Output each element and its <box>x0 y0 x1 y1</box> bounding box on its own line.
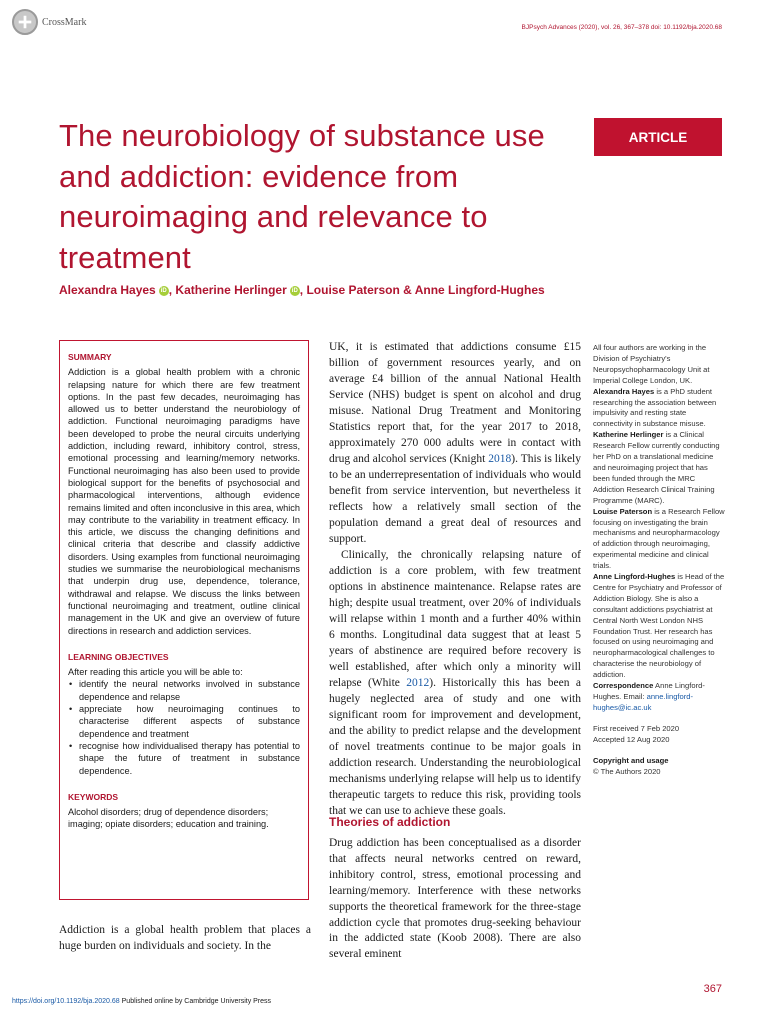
author-bio-name: Alexandra Hayes <box>593 386 655 396</box>
crossmark-label: CrossMark <box>42 16 87 28</box>
paragraph-text: ). There are also several eminent <box>329 932 582 961</box>
paragraph-text: ). Historically this has been a hugely neglected area of study and one with significant room for improvement and development, and the ability to predict relapse and the development of novel treatments continue to be major goals in addiction research. Understanding the neurobiological mechanisms underlying relapse will help us to identify therapeutic targets to reduce this risk, providing tools that we can use to achieve these goals. <box>329 677 581 817</box>
list-item: • recognise how individualised therapy has potential to shape the future of treatment in substance dependence. <box>68 740 300 777</box>
doi-link[interactable]: https://doi.org/10.1192/bja.2020.68 <box>12 998 120 1005</box>
author-bio-text: is Head of the Centre for Psychiatry and Professor of Addiction Biology. She is also a consultant addictions psychiatrist at Central North West London NHS Foundation Trust. Her research has focused on using neuroimaging and neuropharmacological challenges to characterise the neurobiology of addiction. <box>593 572 725 680</box>
summary-heading: SUMMARY <box>68 352 112 362</box>
author-bio <box>593 507 725 572</box>
article-title: The neurobiology of substance use and addiction: evidence from neuroimaging and relevance to treatment <box>59 118 545 275</box>
crossmark-icon <box>12 9 38 35</box>
sidebar-intro: All four authors are working in the Division of Psychiatry's Neuropsychopharmacology Unit at Imperial College London, UK. <box>593 343 710 385</box>
article-type-badge: ARTICLE <box>594 118 722 156</box>
correspondence-text: Anne Lingford-Hughes. Email: <box>593 681 705 701</box>
author-info-sidebar <box>593 343 725 777</box>
author-name: Alexandra Hayes <box>59 283 156 297</box>
page-footer <box>12 998 271 1005</box>
author-bio <box>593 430 725 506</box>
body-paragraph <box>329 836 581 963</box>
journal-reference: BJPsych Advances (2020), vol. 26, 367–378 doi: 10.1192/bja.2020.68 <box>521 24 722 31</box>
author-bio-text: is a Research Fellow focusing on investigating the brain mechanisms and neuropharmacology of addiction through neuroimaging, experimental medicine and clinical trials. <box>593 506 725 571</box>
author-name: Katherine Herlinger <box>175 283 287 297</box>
author-bio <box>593 387 725 431</box>
accepted-date: Accepted 12 Aug 2020 <box>593 734 670 744</box>
body-paragraph <box>329 339 581 547</box>
paragraph-text: Clinically, the chronically relapsing nature of addiction is a core problem, with few treatment options in abstinence maintenance. Relapse rates are high; despite usual treatment, over 20% of individuals will relapse within 1 month and a further 40% within 6 months. Longitudinal data suggest that at least 5 years of abstinence are required before recovery is well established, after which only a minority will relapse (White <box>329 549 581 689</box>
correspondence-label: Correspondence <box>593 681 654 691</box>
learning-objectives-list <box>68 678 300 776</box>
intro-paragraph: Addiction is a global health problem that places a huge burden on individuals and society. In the <box>59 924 311 952</box>
received-date: First received 7 Feb 2020 <box>593 723 680 733</box>
author-bio-text: is a Clinical Research Fellow currently conducting her PhD on a translational medicine and neuroimaging project that has been funded through the MRC Addiction Research Clinical Training Programme (MARC). <box>593 430 720 505</box>
paragraph-text: UK, it is estimated that addictions consume £15 billion of government resources yearly, and on average £4 billion of the annual National Health Service (NHS) budget is spent on alcohol and drug misuse. National Drug Treatment and Monitoring Statistics report that, for the year 2017 to 2018, approximately 270 000 adults were in contact with drug and alcohol services (Knight <box>329 341 581 465</box>
list-item: • appreciate how neuroimaging continues to characterise different aspects of substance dependence and treatment <box>68 703 300 740</box>
author-separator: , <box>168 283 176 297</box>
author-bio-name: Katherine Herlinger <box>593 430 664 440</box>
keywords-text: Alcohol disorders; drug of dependence disorders; imaging; opiate disorders; education and training. <box>68 807 269 830</box>
copyright-label: Copyright and usage <box>593 755 669 765</box>
author-bio-name: Anne Lingford-Hughes <box>593 572 676 582</box>
author-separator: , <box>299 283 307 297</box>
keywords-heading: KEYWORDS <box>68 791 119 802</box>
body-column <box>329 339 581 819</box>
learning-objectives-intro: After reading this article you will be able to: <box>68 667 243 678</box>
author-bio <box>593 572 725 681</box>
learning-objectives-heading: LEARNING OBJECTIVES <box>68 651 169 662</box>
email-link[interactable]: anne.lingford-hughes@ic.ac.uk <box>593 692 694 712</box>
copyright-text: © The Authors 2020 <box>593 766 661 776</box>
orcid-icon[interactable]: iD <box>160 287 167 294</box>
paragraph-text: ). This is likely to be an underrepresentation of individuals who would benefit from service intervention, but nevertheless it reflects how a relatively small section of the population demand a great deal of resources and support. <box>329 453 581 545</box>
citation-link[interactable]: 2008 <box>473 932 497 945</box>
author-bio-text: is a PhD student researching the association between impulsivity and resting state connectivity in substance misuse. <box>593 386 717 429</box>
section-heading: Theories of addiction <box>329 815 451 829</box>
crossmark-badge[interactable] <box>12 9 86 35</box>
summary-text: Addiction is a global health problem with a chronic relapsing nature for which there are few treatment options. In the past few decades, neuroimaging has allowed us to better understand the neurobiology of addiction. Functional neuroimaging paradigms have been developed to probe the neural circuits underlying addiction, including reward, inhibitory control, stress, emotional processing and learning/memory networks. Functional neuroimaging has also been used to provide biological support for the benefits of psychosocial and pharmacological interventions, although evidence remains limited and often inconclusive in this area, which may contribute to the variability in treatment efficacy. In this article, we discuss the changing definitions and clinical criteria that describe and classify addictive disorders. Using examples from functional neuroimaging studies we summarise the neurobiological mechanisms that underpin drug use, dependence, tolerance, withdrawal and relapse. We discuss the links between functional neuroimaging and treatment, outline clinical management in the UK and give an overview of future directions in research and addiction services. <box>68 367 300 636</box>
author-name: Louise Paterson & Anne Lingford-Hughes <box>306 283 545 297</box>
author-bio-name: Louise Paterson <box>593 506 653 516</box>
author-list <box>59 283 545 297</box>
citation-link[interactable]: 2012 <box>406 677 430 689</box>
paragraph-text: Drug addiction has been conceptualised as a disorder that affects neural networks centred on reward, inhibitory control, stress, emotional processing and learning/memory. Interference with these networks supports the theoretical framework for the three-stage addiction cycle that promotes drug-seeking behaviour in the addicted state (Koob <box>329 837 581 945</box>
summary-box <box>59 340 309 900</box>
page-number: 367 <box>703 983 722 995</box>
orcid-icon[interactable]: iD <box>291 287 298 294</box>
publisher-note: Published online by Cambridge University Press <box>119 998 272 1005</box>
citation-link[interactable]: 2018 <box>488 453 512 465</box>
list-item: • identify the neural networks involved in substance dependence and relapse <box>68 678 300 703</box>
body-paragraph <box>329 547 581 819</box>
correspondence <box>593 681 725 714</box>
